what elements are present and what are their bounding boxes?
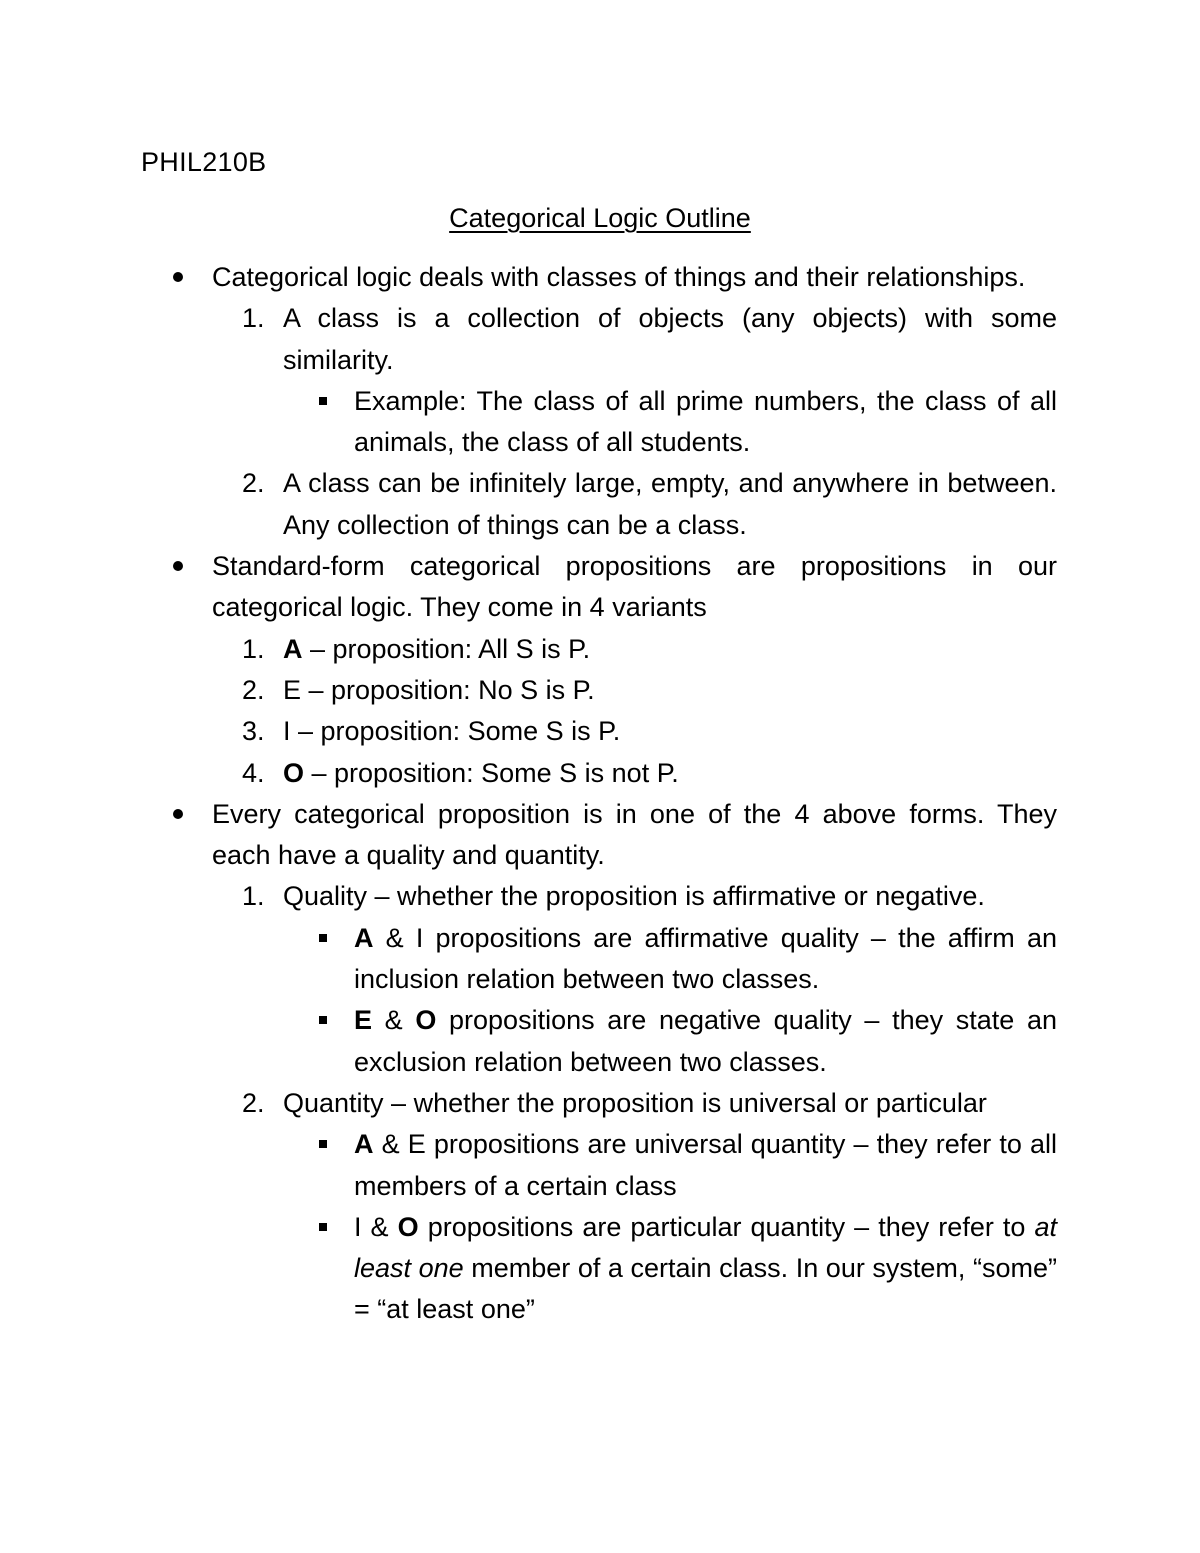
square-bullet-icon xyxy=(319,1223,327,1231)
bullet-item xyxy=(0,257,1057,298)
proposition-letter: A xyxy=(354,922,374,953)
square-bullet-icon xyxy=(319,934,327,942)
numbered-item xyxy=(0,1083,1057,1124)
numbered-item xyxy=(0,298,1057,381)
proposition-text: – proposition: No S is P. xyxy=(301,674,595,705)
numbered-text: A class is a collection of objects (any objects) with some similarity. xyxy=(283,303,1057,375)
numbered-text xyxy=(283,753,1057,794)
bullet-text: Standard-form categorical propositions are propositions in our categorical logic. They come in 4 variants xyxy=(212,551,1057,623)
list-number: 4. xyxy=(242,757,265,788)
sub-bullet-item xyxy=(0,918,1057,1001)
square-bullet-icon xyxy=(319,397,327,405)
proposition-connector: I & xyxy=(354,1211,398,1242)
page-title-text: Categorical Logic Outline xyxy=(449,203,751,233)
square-bullet-icon xyxy=(319,1140,327,1148)
numbered-text: Quantity – whether the proposition is universal or particular xyxy=(283,1087,987,1118)
list-number: 1. xyxy=(242,633,265,664)
proposition-text: propositions are negative quality – they state an exclusion relation between two classes. xyxy=(354,1005,1057,1077)
sub-bullet-item xyxy=(0,381,1057,464)
list-number: 2. xyxy=(242,468,265,499)
numbered-item xyxy=(0,670,1057,711)
proposition-text: propositions are universal quantity – they refer to all members of a certain class xyxy=(354,1129,1057,1201)
list-number: 1. xyxy=(242,303,265,334)
proposition-text: – proposition: Some S is not P. xyxy=(304,757,679,788)
proposition-connector: & I xyxy=(373,922,424,953)
bullet-item xyxy=(0,546,1057,629)
proposition-letter: O xyxy=(283,757,305,788)
proposition-letter: A xyxy=(354,1129,374,1160)
numbered-text: A class can be infinitely large, empty, and anywhere in between. Any collection of things can be a class. xyxy=(283,468,1057,540)
proposition-text: propositions are affirmative quality – the affirm an inclusion relation between two classes. xyxy=(354,922,1058,995)
proposition-text: member of a certain class. In our system, “some” = “at least one” xyxy=(354,1253,1057,1325)
bullet-icon xyxy=(173,809,183,819)
bullet-item xyxy=(0,794,1057,877)
proposition-connector: & xyxy=(372,1005,416,1036)
numbered-text: Quality – whether the proposition is affirmative or negative. xyxy=(283,881,985,912)
sub-bullet-text xyxy=(354,918,1057,1001)
sub-bullet-text xyxy=(354,1124,1057,1207)
proposition-letter: I xyxy=(283,716,291,747)
sub-bullet-text xyxy=(354,1207,1057,1331)
numbered-item xyxy=(0,753,1057,794)
course-code: PHIL210B xyxy=(141,147,267,177)
sub-bullet-item xyxy=(0,1000,1057,1083)
proposition-text: propositions are particular quantity – they refer to xyxy=(418,1211,1035,1242)
numbered-text xyxy=(283,711,1057,752)
list-number: 2. xyxy=(242,1087,265,1118)
page-title xyxy=(0,198,1200,239)
list-number: 1. xyxy=(242,881,265,912)
proposition-text: – proposition: Some S is P. xyxy=(290,716,621,747)
list-number: 2. xyxy=(242,674,265,705)
bullet-text: Every categorical proposition is in one of the 4 above forms. They each have a quality and quantity. xyxy=(212,798,1057,871)
numbered-item xyxy=(0,876,1057,917)
proposition-letter: A xyxy=(283,633,303,664)
bullet-icon xyxy=(173,272,183,282)
emphasis-text: at least one xyxy=(354,1211,1057,1284)
proposition-letter: O xyxy=(415,1005,437,1036)
proposition-connector: & E xyxy=(373,1129,426,1160)
numbered-text xyxy=(283,670,1057,711)
numbered-item xyxy=(0,629,1057,670)
sub-bullet-item xyxy=(0,1124,1057,1207)
outline-list xyxy=(0,257,1200,1331)
sub-bullet-text xyxy=(354,1000,1057,1083)
proposition-text: – proposition: All S is P. xyxy=(302,633,591,664)
proposition-letter: O xyxy=(397,1211,419,1242)
sub-bullet-item xyxy=(0,1207,1057,1331)
numbered-item xyxy=(0,463,1057,546)
proposition-letter: E xyxy=(283,674,302,705)
bullet-text: Categorical logic deals with classes of things and their relationships. xyxy=(212,262,1026,292)
numbered-item xyxy=(0,711,1057,752)
numbered-text xyxy=(283,629,1057,670)
sub-bullet-text: Example: The class of all prime numbers, the class of all animals, the class of all students. xyxy=(354,385,1057,458)
proposition-letter: E xyxy=(354,1005,373,1036)
bullet-icon xyxy=(173,561,183,571)
list-number: 3. xyxy=(242,716,265,747)
square-bullet-icon xyxy=(319,1016,327,1024)
